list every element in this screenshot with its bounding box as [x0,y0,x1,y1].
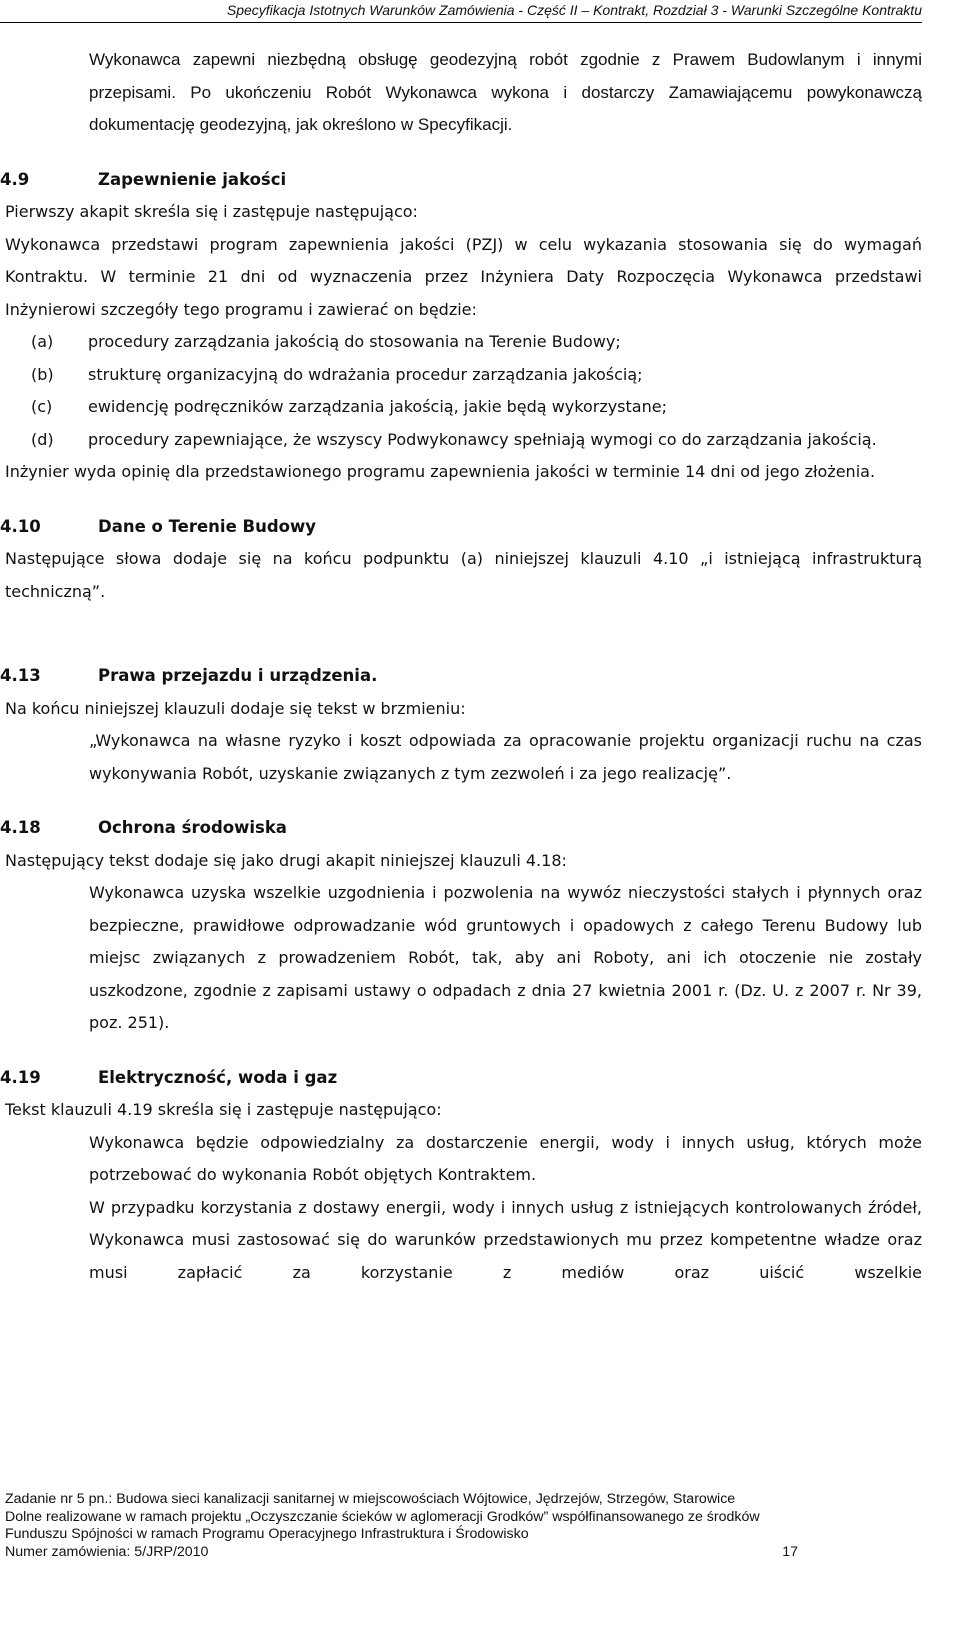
section-heading-4-19 [0,1062,922,1095]
list-item [5,359,922,392]
section-heading-4-13 [0,660,922,693]
quoted-paragraph: Wykonawca uzyska wszelkie uzgodnienia i pozwolenia na wywóz nieczystości stałych i płynnych oraz bezpieczne, prawidłowe odprowadzanie wód gruntowych i opadowych z całego Terenu Budowy lub miejsc związanych z prowadzeniem Robót, tak, aby ani Roboty, ani ich otoczenie nie zostały uszkodzone, zgodnie z zapisami ustawy o odpadach z dnia 27 kwietnia 2001 r. (Dz. U. z 2007 r. Nr 39, poz. 251). [89,883,922,1032]
order-number: Numer zamówienia: 5/JRP/2010 [5,1543,209,1560]
list-text: ewidencję podręczników zarządzania jakością, jakie będą wykorzystane; [88,397,667,416]
page-footer [5,1491,922,1561]
section-title: Dane o Terenie Budowy [98,516,316,536]
list-item [5,424,922,457]
section-title: Elektryczność, woda i gaz [98,1067,338,1087]
section-number: 4.19 [0,1067,41,1087]
section-title: Prawa przejazdu i urządzenia. [98,666,378,685]
list-label: (c) [31,397,53,416]
footer-line: Funduszu Spójności w ramach Programu Operacyjnego Infrastruktura i Środowisko [5,1526,529,1542]
paragraph: Następujące słowa dodaje się na końcu podpunktu (a) niniejszej klauzuli 4.10 „i istniejącą infrastrukturą techniczną”. [5,549,922,601]
list-item [5,391,922,424]
quoted-paragraph: Wykonawca będzie odpowiedzialny za dostarczenie energii, wody i innych usług, których może potrzebować do wykonania Robót objętych Kontraktem. [89,1132,922,1184]
paragraph: Tekst klauzuli 4.19 skreśla się i zastępuje następująco: [5,1100,442,1119]
section-heading-4-18 [0,812,922,845]
section-number: 4.13 [0,666,41,685]
list-text: strukturę organizacyjną do wdrażania procedur zarządzania jakością; [88,364,643,384]
list-text: procedury zapewniające, że wszyscy Podwykonawcy spełniają wymogi co do zarządzania jakością. [88,429,877,449]
section-heading-4-10 [0,511,922,544]
section-heading-4-9 [0,164,922,197]
list-label: (d) [31,429,54,449]
paragraph: Następujący tekst dodaje się jako drugi akapit niniejszej klauzuli 4.18: [5,850,567,870]
quoted-paragraph: „Wykonawca na własne ryzyko i koszt odpowiada za opracowanie projektu organizacji ruchu na czas wykonywania Robót, uzyskanie związanych z tym zezwoleń i za jego realizację”. [89,731,922,783]
section-title: Zapewnienie jakości [98,169,287,189]
list-text: procedury zarządzania jakością do stosowania na Terenie Budowy; [88,332,621,351]
list-label: (a) [31,332,54,351]
footer-line: Zadanie nr 5 pn.: Budowa sieci kanalizacji sanitarnej w miejscowościach Wójtowice, Jędrzejów, Strzegów, Starowice [5,1491,736,1507]
paragraph: Na końcu niniejszej klauzuli dodaje się tekst w brzmieniu: [5,698,466,718]
section-number: 4.10 [0,516,41,536]
paragraph: Wykonawca przedstawi program zapewnienia jakości (PZJ) w celu wykazania stosowania się do wymagań Kontraktu. W terminie 21 dni od wyznaczenia przez Inżyniera Daty Rozpoczęcia Wykonawca przedstawi Inżynierowi szczegóły tego programu i zawierać on będzie: [5,234,922,319]
section-number: 4.18 [0,818,41,837]
section-number: 4.9 [0,169,30,189]
quoted-paragraph: W przypadku korzystania z dostawy energii, wody i innych usług z istniejących kontrolowanych źródeł, Wykonawca musi zastosować się do warunków przedstawionych mu przez kompetentne władze oraz musi zapłacić za korzystanie z mediów oraz uiścić wszelkie [89,1197,922,1282]
page-body [0,44,922,1289]
intro-paragraph: Wykonawca zapewni niezbędną obsługę geodezyjną robót zgodnie z Prawem Budowlanym i innymi przepisami. Po ukończeniu Robót Wykonawca wykona i dostarczy Zamawiającemu powykonawczą dokumentację geodezyjną, jak określono w Specyfikacji. [89,50,922,134]
paragraph: Pierwszy akapit skreśla się i zastępuje następująco: [5,202,418,221]
paragraph: Inżynier wyda opinię dla przedstawionego programu zapewnienia jakości w terminie 14 dni od jego złożenia. [5,462,876,481]
section-title: Ochrona środowiska [98,818,287,837]
footer-last-row [5,1544,922,1562]
running-header: Specyfikacja Istotnych Warunków Zamówienia - Część II – Kontrakt, Rozdział 3 - Warunki Szczególne Kontraktu [0,0,922,23]
list-item [5,326,922,359]
list-label: (b) [31,364,54,384]
footer-line: Dolne realizowane w ramach projektu „Oczyszczanie ścieków w aglomeracji Grodków” współfinansowanego ze środków [5,1508,760,1525]
page-number: 17 [782,1543,798,1560]
